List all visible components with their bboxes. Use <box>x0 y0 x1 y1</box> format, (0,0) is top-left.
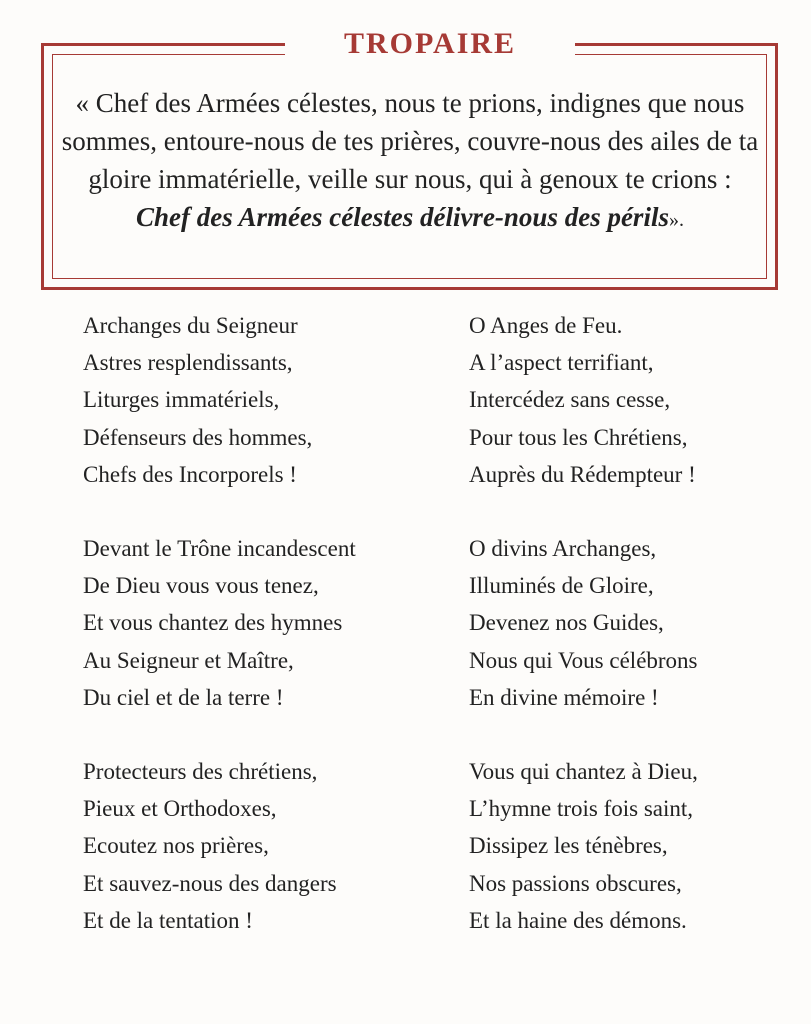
verse-line: Liturges immatériels, <box>83 387 280 413</box>
verse-line: Auprès du Rédempteur ! <box>469 461 696 487</box>
verse-line: Astres resplendissants, <box>83 350 293 376</box>
verse-line: Nos passions obscures, <box>469 870 682 896</box>
stanza-column-right <box>469 307 698 976</box>
verse-line: Du ciel et de la terre ! <box>83 684 284 710</box>
verse-line: Dissipez les ténèbres, <box>469 833 668 859</box>
verse-line: Et la haine des démons. <box>469 907 687 933</box>
stanza <box>469 530 698 716</box>
verse-line: A l’aspect terrifiant, <box>469 350 654 376</box>
verse-line: Intercédez sans cesse, <box>469 387 671 413</box>
verse-line: Défenseurs des hommes, <box>83 424 313 450</box>
stanza <box>83 530 356 716</box>
verse-line: Et vous chantez des hymnes <box>83 610 343 636</box>
verse-line: O divins Archanges, <box>469 536 657 562</box>
stanza <box>83 307 356 493</box>
stanza-column-left <box>83 307 356 976</box>
verse-line: Devenez nos Guides, <box>469 610 664 636</box>
page-title: TROPAIRE <box>343 27 517 60</box>
verse-line: Illuminés de Gloire, <box>469 573 654 599</box>
verse-line: Et de la tentation ! <box>83 907 253 933</box>
verse-line: Nous qui Vous célébrons <box>469 647 698 673</box>
verse-line: De Dieu vous vous tenez, <box>83 573 319 599</box>
verse-line: Ecoutez nos prières, <box>83 833 269 859</box>
troparion-body: Chef des Armées célestes, nous te prions, indignes que nous sommes, entoure-nous de tes prières, couvre-nous des ailes de ta gloire immatérielle, veille sur nous, qui à genoux te crions : <box>61 88 759 194</box>
troparion-text <box>60 84 760 239</box>
verse-line: Pour tous les Chrétiens, <box>469 424 688 450</box>
verse-line: Au Seigneur et Maître, <box>83 647 294 673</box>
verse-line: Chefs des Incorporels ! <box>83 461 297 487</box>
verse-line: Devant le Trône incandescent <box>83 536 356 562</box>
troparion-refrain: Chef des Armées célestes délivre-nous des périls <box>136 202 669 232</box>
stanza <box>469 753 698 939</box>
verse-line: Vous qui chantez à Dieu, <box>469 759 698 785</box>
close-quote: ». <box>668 209 684 231</box>
verse-line: Pieux et Orthodoxes, <box>83 796 277 822</box>
verse-line: O Anges de Feu. <box>469 313 623 338</box>
stanza <box>83 753 356 939</box>
verse-line: Protecteurs des chrétiens, <box>83 759 318 785</box>
stanza <box>469 307 698 493</box>
verse-line: Et sauvez-nous des dangers <box>83 870 337 896</box>
verse-line: Archanges du Seigneur <box>83 313 298 338</box>
open-quote: « <box>75 88 90 118</box>
verse-line: En divine mémoire ! <box>469 684 659 710</box>
verse-line: L’hymne trois fois saint, <box>469 796 694 822</box>
